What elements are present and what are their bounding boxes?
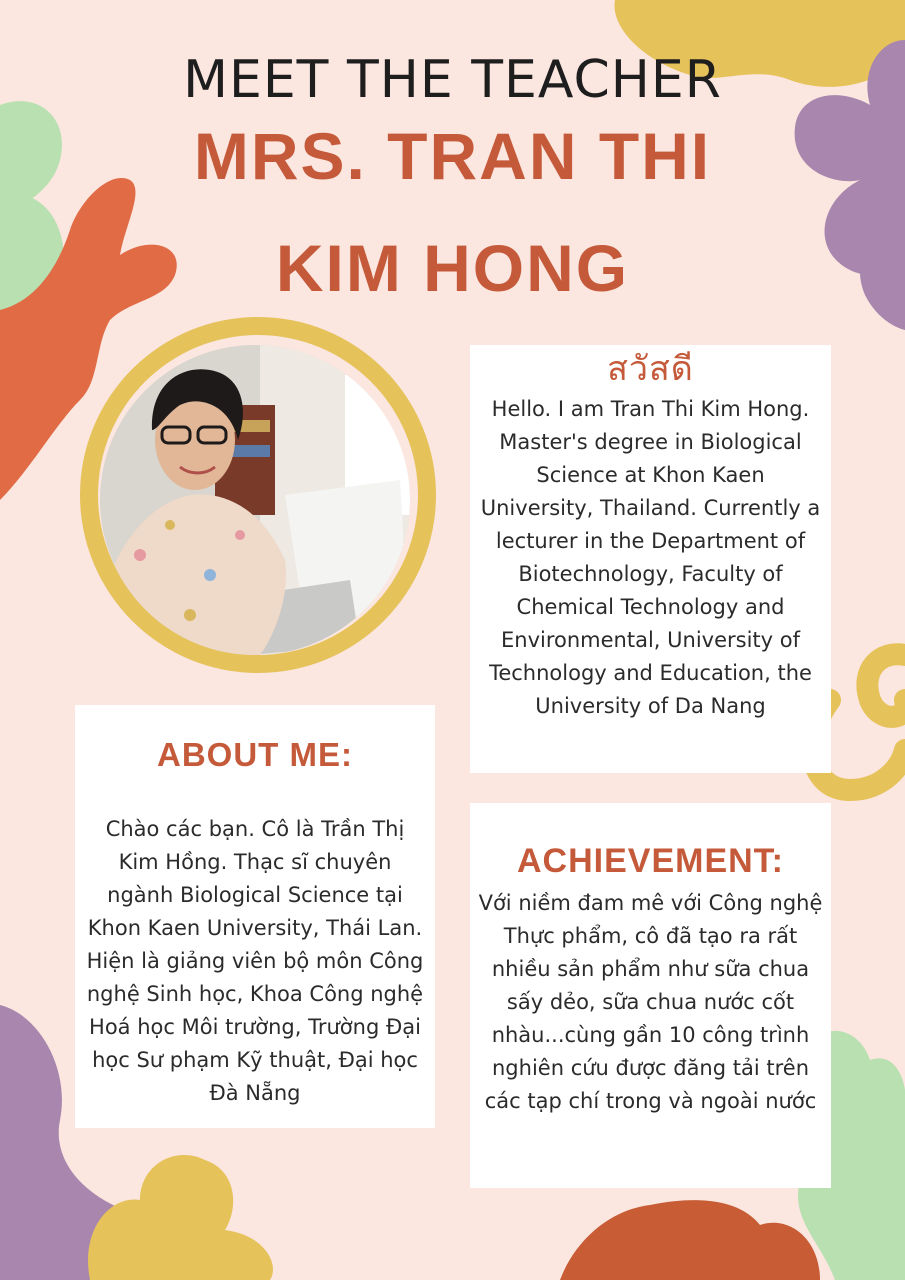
teacher-portrait-icon [100,345,410,655]
teacher-name-line2: KIM HONG [275,231,630,305]
about-heading: ABOUT ME: [157,736,353,773]
about-text: Chào các bạn. Cô là Trần Thị Kim Hồng. Thạc sĩ chuyên ngành Biological Science tại Khon Kaen University, Thái Lan. Hiện là giảng viên bộ môn Công nghệ Sinh học, Khoa Công nghệ Hoá học Môi trường, Trường Đại học Sư phạm Kỹ thuật, Đại học Đà Nẵng [86,817,424,1105]
teacher-name [0,100,905,324]
achievement-heading: ACHIEVEMENT: [516,842,785,880]
teacher-name-line1: MRS. TRAN THI [193,119,712,193]
about-card [75,705,435,1128]
mustard-blob-bottom [88,1155,273,1280]
intro-text: Hello. I am Tran Thi Kim Hong. Master's degree in Biological Science at Khon Kaen University, Thailand. Currently a lecturer in the Department of Biotechnology, Faculty of Chemical Technology and Environmental, University of Technology and Education, the University of Da Nang [480,397,821,718]
achievement-text: Với niềm đam mê với Công nghệ Thực phẩm, cô đã tạo ra rất nhiều sản phẩm như sữa chua sấy dẻo, sữa chua nước cốt nhàu...cùng gần 10 công trình nghiên cứu được đăng tải trên các tạp chí trong và ngoài nước [478,891,823,1113]
greeting-heading: สวัสดี [607,350,694,388]
teacher-photo [100,345,410,655]
intro-card [470,345,831,773]
rust-blob-bottom [560,1200,820,1280]
page-kicker: MEET THE TEACHER [183,50,722,110]
achievement-card [470,803,831,1188]
